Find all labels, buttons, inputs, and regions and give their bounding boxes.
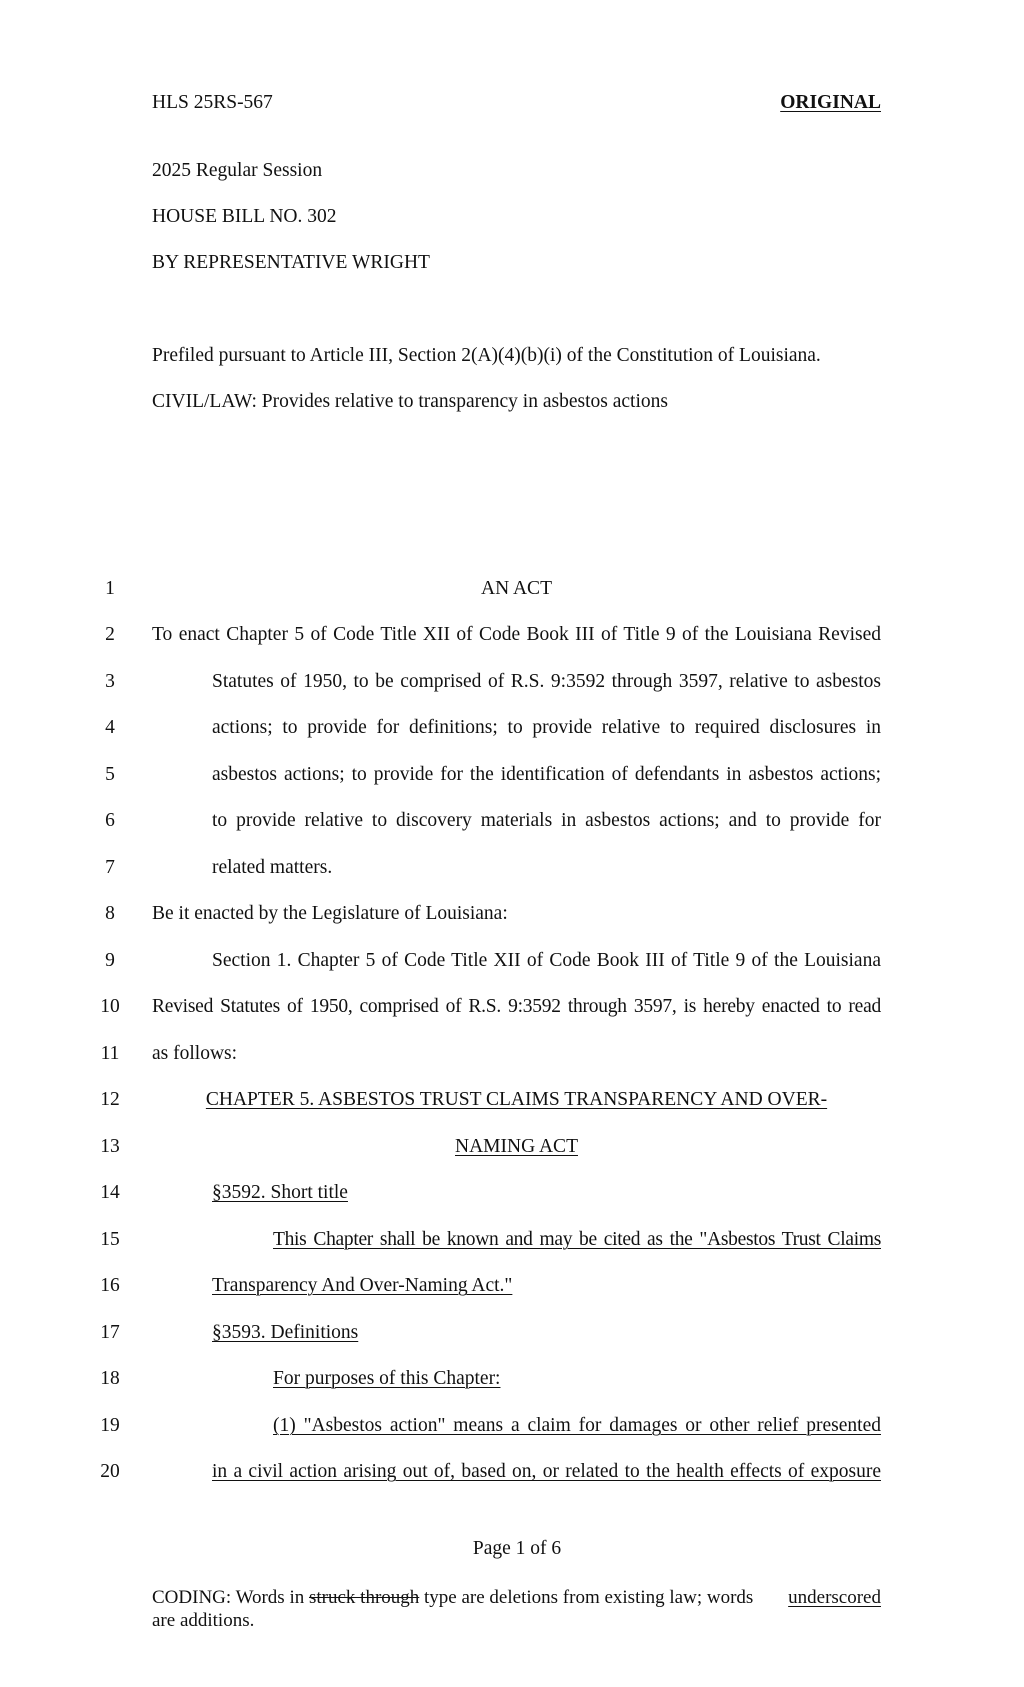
section-heading: §3593. Definitions <box>212 1322 359 1343</box>
coding-prefix: CODING: Words in <box>152 1587 309 1608</box>
chapter-heading: CHAPTER 5. ASBESTOS TRUST CLAIMS TRANSPARENCY AND OVER- <box>205 1089 828 1110</box>
coding-end: are additions. <box>152 1610 255 1631</box>
act-title: AN ACT <box>481 578 552 599</box>
body-line: to provide relative to discovery materials in asbestos actions; and to provide for <box>212 810 881 831</box>
coding-underscored: underscored <box>788 1587 881 1608</box>
page-number: Page 1 of 6 <box>472 1538 562 1559</box>
chapter-heading-text: NAMING ACT <box>455 1136 578 1157</box>
line-number: 15 <box>100 1229 120 1250</box>
line-number: 8 <box>105 903 115 924</box>
bill-author: BY REPRESENTATIVE WRIGHT <box>152 252 430 273</box>
digest-line: CIVIL/LAW: Provides relative to transparency in asbestos actions <box>152 391 668 412</box>
body-line: Section 1. Chapter 5 of Code Title XII of Code Book III of Title 9 of the Louisiana <box>212 950 881 971</box>
body-line: Revised Statutes of 1950, comprised of R.S. 9:3592 through 3597, is hereby enacted to read <box>152 996 881 1017</box>
body-line: This Chapter shall be known and may be cited as the "Asbestos Trust Claims <box>273 1229 881 1250</box>
line-number: 16 <box>100 1275 120 1296</box>
bill-number: HOUSE BILL NO. 302 <box>152 206 337 227</box>
session: 2025 Regular Session <box>152 160 323 181</box>
section-heading: §3592. Short title <box>212 1182 348 1203</box>
body-line: actions; to provide for definitions; to provide relative to required disclosures in <box>212 717 881 738</box>
body-line: Statutes of 1950, to be comprised of R.S. 9:3592 through 3597, relative to asbestos <box>212 671 881 692</box>
line-number: 13 <box>100 1136 120 1157</box>
body-line: in a civil action arising out of, based on, or related to the health effects of exposure <box>212 1461 881 1482</box>
line-number: 9 <box>105 950 115 971</box>
body-line: For purposes of this Chapter: <box>273 1368 501 1389</box>
line-number: 20 <box>100 1461 120 1482</box>
body-line: Transparency And Over-Naming Act." <box>212 1275 513 1296</box>
document-id: HLS 25RS-567 <box>152 92 273 113</box>
coding-struck: struck through <box>308 1587 420 1608</box>
line-number: 7 <box>105 857 115 878</box>
body-line: To enact Chapter 5 of Code Title XII of Code Book III of Title 9 of the Louisiana Revised <box>152 624 881 645</box>
line-number: 10 <box>100 996 120 1017</box>
enacting-clause: Be it enacted by the Legislature of Louisiana: <box>152 903 508 924</box>
line-number: 18 <box>100 1368 120 1389</box>
body-line: asbestos actions; to provide for the identification of defendants in asbestos actions; <box>212 764 881 785</box>
line-number: 1 <box>105 578 115 599</box>
prefiled-note: Prefiled pursuant to Article III, Section 2(A)(4)(b)(i) of the Constitution of Louisiana. <box>152 345 821 366</box>
body-line: (1) "Asbestos action" means a claim for damages or other relief presented <box>273 1415 881 1436</box>
coding-middle: type are deletions from existing law; words <box>419 1587 754 1608</box>
line-number: 12 <box>100 1089 120 1110</box>
line-number: 4 <box>105 717 115 738</box>
line-number: 17 <box>100 1322 120 1343</box>
line-number: 6 <box>105 810 115 831</box>
line-number: 11 <box>100 1043 120 1064</box>
line-number: 5 <box>105 764 115 785</box>
line-number: 3 <box>105 671 115 692</box>
line-number: 2 <box>105 624 115 645</box>
body-line: as follows: <box>152 1043 238 1064</box>
document-status: ORIGINAL <box>780 92 881 113</box>
line-number: 19 <box>100 1415 120 1436</box>
body-line: related matters. <box>212 857 333 878</box>
chapter-heading-cont <box>152 1136 881 1158</box>
line-number: 14 <box>100 1182 120 1203</box>
coding-note <box>152 1586 881 1632</box>
